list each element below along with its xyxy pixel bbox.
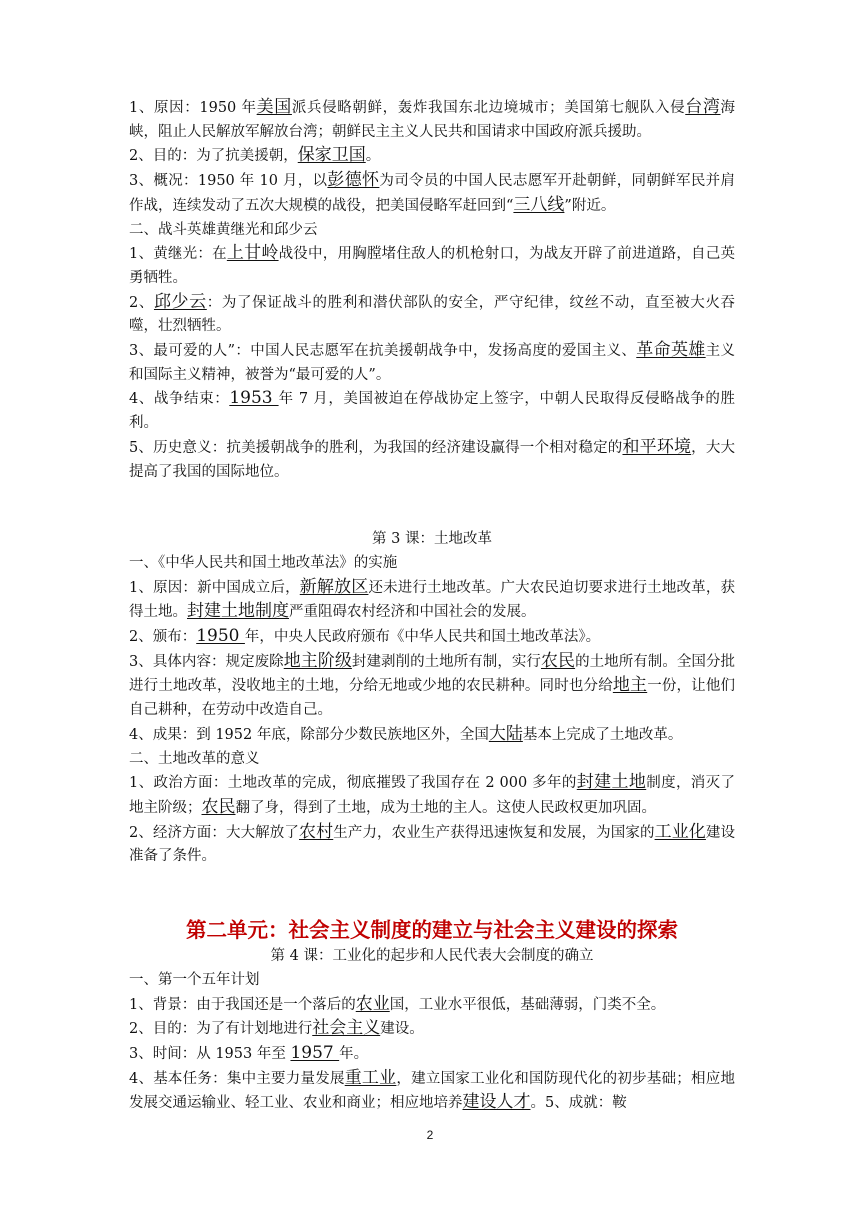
paragraph: 1、背景：由于我国还是一个落后的农业国，工业水平很低，基础薄弱，门类不全。 [129, 993, 666, 1014]
paragraph: 3、具体内容：规定废除地主阶级封建剥削的土地所有制，实行农民的土地所有制。全国分批进行土地改革，没收地主的土地，分给无地或少地的农民耕种。同时也分给地主一份，让他们自己耕种，在劳动中改造自己。 [129, 650, 736, 719]
answer-underline: 封建土地制度 [187, 601, 289, 622]
paragraph: 5、历史意义：抗美援朝战争的胜利，为我国的经济建设赢得一个相对稳定的和平环境，大大提高了我国的国际地位。 [129, 436, 736, 480]
paragraph: 4、战争结束：1953 年 7 月，美国被迫在停战协定上签字，中朝人民取得反侵略战争的胜利。 [129, 388, 735, 432]
lesson-title: 第 3 课：土地改革 [372, 531, 492, 548]
paragraph: 4、成果：到 1952 年底，除部分少数民族地区外，全国大陆基本上完成了土地改革。 [129, 723, 683, 744]
answer-underline: 社会主义 [312, 1018, 381, 1039]
answer-underline: 1957 [290, 1042, 340, 1063]
paragraph: 3、最可爱的人”：中国人民志愿军在抗美援朝战争中，发扬高度的爱国主义、革命英雄主义和国际主义精神，被誉为“最可爱的人”。 [129, 340, 736, 383]
answer-underline: 建设人才 [462, 1092, 531, 1113]
answer-underline: 和平环境 [622, 436, 692, 457]
answer-underline: 农民 [201, 796, 236, 817]
answer-underline: 重工业 [344, 1067, 397, 1088]
paragraph: 1、政治方面：土地改革的完成，彻底摧毁了我国存在 2 000 多年的封建土地制度，消灭了地主阶级；农民翻了身，得到了土地，成为土地的主人。这使人民政权更加巩固。 [129, 772, 736, 817]
answer-underline: 1950 [196, 626, 245, 647]
paragraph: 3、时间：从 1953 年至 1957 年。 [129, 1042, 369, 1063]
paragraph: 3、概况：1950 年 10 月，以彭德怀为司令员的中国人民志愿军开赴朝鲜，同朝鲜军民并肩作战，连续发动了五次大规模的战役，把美国侵略军赶回到“三八线”附近。 [129, 170, 736, 215]
unit-title: 第二单元：社会主义制度的建立与社会主义建设的探索 [186, 918, 678, 943]
answer-underline: 农民 [540, 650, 576, 671]
paragraph: 1、原因：1950 年美国派兵侵略朝鲜，轰炸我国东北边境城市；美国第七舰队入侵台湾海峡，阻止人民解放军解放台湾；朝鲜民主主义人民共和国请求中国政府派兵援助。 [129, 97, 736, 140]
answer-underline: 革命英雄 [636, 340, 706, 361]
section-heading: 一、《中华人民共和国土地改革法》的实施 [129, 554, 398, 571]
answer-underline: 台湾 [685, 97, 721, 117]
paragraph: 2、目的：为了抗美援朝，保家卫国。 [129, 145, 381, 166]
answer-underline: 封建土地 [576, 772, 647, 793]
answer-underline: 彭德怀 [327, 170, 380, 191]
paragraph: 1、原因：新中国成立后，新解放区还未进行土地改革。广大农民迫切要求进行土地改革，获得土地。封建土地制度严重阻碍农村经济和中国社会的发展。 [129, 576, 736, 622]
answer-underline: 新解放区 [299, 576, 369, 597]
answer-underline: 1953 [229, 388, 279, 409]
answer-underline: 大陆 [488, 723, 523, 744]
answer-underline: 农业 [355, 993, 390, 1014]
answer-underline: 保家卫国 [297, 145, 366, 166]
paragraph: 2、邱少云：为了保证战斗的胜利和潜伏部队的安全，严守纪律，纹丝不动，直至被大火吞噬，壮烈牺牲。 [129, 291, 735, 335]
answer-underline: 邱少云 [153, 291, 207, 312]
paragraph: 2、经济方面：大大解放了农村生产力，农业生产获得迅速恢复和发展，为国家的工业化建设准备了条件。 [129, 821, 736, 865]
answer-underline: 农村 [299, 821, 334, 842]
section-heading: 二、战斗英雄黄继光和邱少云 [129, 221, 318, 238]
answer-underline: 三八线 [513, 194, 565, 215]
document-page [129, 96, 735, 1116]
paragraph: 2、目的：为了有计划地进行社会主义建设。 [129, 1018, 424, 1039]
lesson-title: 第 4 课：工业化的起步和人民代表大会制度的确立 [270, 948, 594, 965]
paragraph: 4、基本任务：集中主要力量发展重工业，建立国家工业化和国防现代化的初步基础；相应地发展交通运输业、轻工业、农业和商业；相应地培养建设人才。5、成就：鞍 [129, 1067, 736, 1113]
paragraph: 2、颁布：1950 年，中央人民政府颁布《中华人民共和国土地改革法》。 [129, 626, 601, 647]
section-heading: 一、第一个五年计划 [129, 971, 260, 988]
paragraph: 1、黄继光：在上甘岭战役中，用胸膛堵住敌人的机枪射口，为战友开辟了前进道路，自己英勇牺牲。 [129, 243, 736, 286]
answer-underline: 上甘岭 [226, 243, 279, 264]
answer-underline: 地主 [612, 675, 648, 696]
answer-underline: 美国 [256, 97, 292, 117]
section-heading: 二、土地改革的意义 [129, 750, 260, 767]
page-number: 2 [426, 1128, 434, 1142]
answer-underline: 地主阶级 [283, 650, 352, 671]
answer-underline: 工业化 [654, 821, 706, 842]
